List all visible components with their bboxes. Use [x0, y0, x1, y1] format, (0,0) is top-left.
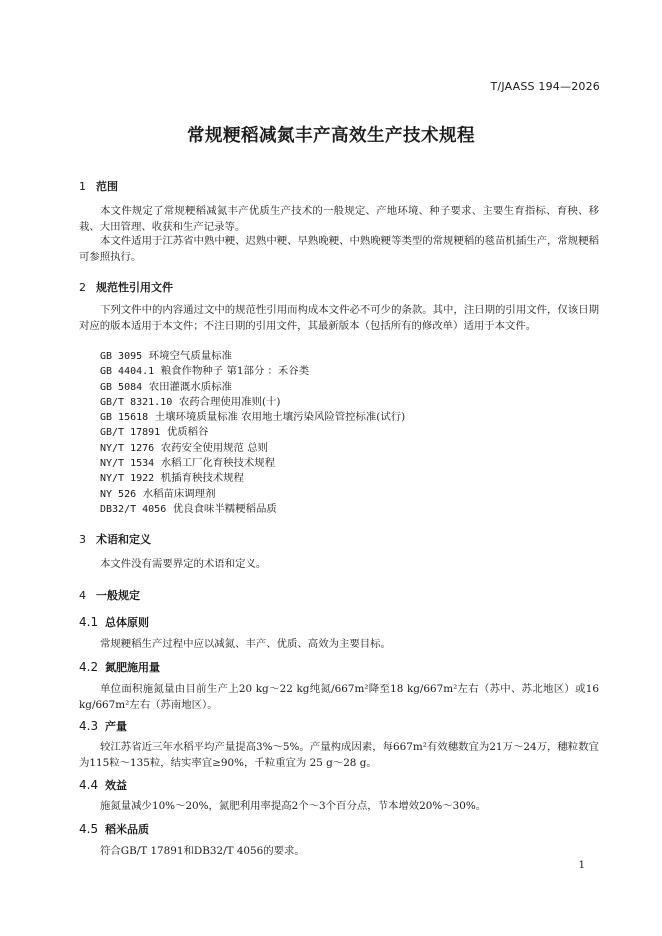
reference-name: 农药合理使用准则(十): [178, 395, 281, 408]
list-item: [100, 456, 405, 471]
section-1-paragraph-1: 本文件规定了常规粳稻减氮丰产优质生产技术的一般规定、产地环境、种子要求、主要生育指标、育秧、移栽、大田管理、收获和生产记录等。: [79, 205, 599, 233]
reference-code: GB 4404.1: [100, 366, 155, 378]
section-title: 术语和定义: [96, 533, 151, 546]
subsection-number: 4.2: [79, 660, 99, 674]
list-item: [100, 364, 405, 379]
reference-name: 农药安全使用规范 总则: [160, 441, 269, 454]
reference-name: 优良食味半糯粳稻品质: [172, 502, 277, 515]
reference-name: 机插育秧技术规程: [160, 472, 244, 485]
list-item: [100, 487, 405, 502]
reference-name: 粮食作物种子 第1部分 ：禾谷类: [160, 365, 310, 378]
section-1-paragraph-2: 本文件适用于江苏省中熟中粳、迟熟中粳、早熟晚粳、中熟晚粳等类型的常规粳稻的毯苗机插生产，常规粳稻可参照执行。: [79, 235, 599, 263]
list-item: [100, 349, 405, 364]
standard-number: T/JAASS 194—2026: [490, 80, 600, 93]
document-title: 常规粳稻减氮丰产高效生产技术规程: [187, 126, 475, 146]
subsection-4-5-paragraph: 符合GB/T 17891和DB32/T 4056的要求。: [100, 845, 305, 857]
section-number: 2: [79, 281, 86, 294]
subsection-4-5-heading: [79, 821, 149, 837]
reference-name: 水稻苗床调理剂: [142, 487, 216, 500]
subsection-4-3-paragraph: 较江苏省近三年水稻平均产量提高3%～5%。产量构成因素，每667m²有效穗数宜为21万～24万，穗粒数宜为115粒～135粒，结实率宜≥90%，千粒重宜为 25 g～28 g。: [79, 741, 599, 769]
section-number: 4: [79, 589, 86, 602]
subsection-title: 稻米品质: [105, 823, 149, 836]
page-number: 1: [578, 860, 585, 871]
reference-name: 水稻工厂化育秧技术规程: [160, 457, 276, 470]
section-title: 规范性引用文件: [96, 281, 173, 294]
subsection-4-1-paragraph: 常规粳稻生产过程中应以减氮、丰产、优质、高效为主要目标。: [100, 638, 391, 650]
section-2-heading: [79, 279, 173, 295]
list-item: [100, 395, 405, 410]
reference-code: NY/T 1922: [100, 473, 155, 485]
reference-code: GB 3095: [100, 351, 143, 362]
section-4-heading: [79, 587, 140, 603]
section-title: 一般规定: [96, 589, 140, 602]
subsection-4-3-heading: [79, 718, 127, 734]
list-item: [100, 502, 405, 517]
reference-code: GB/T 17891: [100, 427, 161, 439]
subsection-4-4-paragraph: 施氮量减少10%～20%，氮肥利用率提高2个～3个百分点，节本增效20%～30%。: [100, 800, 487, 812]
subsection-title: 氮肥施用量: [105, 661, 160, 674]
subsection-number: 4.3: [79, 719, 99, 733]
list-item: [100, 380, 405, 395]
section-number: 1: [79, 180, 86, 193]
section-2-paragraph-1: 下列文件中的内容通过文中的规范性引用而构成本文件必不可少的条款。其中，注日期的引用文件，仅该日期对应的版本适用于本文件；不注日期的引用文件，其最新版本（包括所有的修改单）适用于本文件。: [79, 304, 599, 332]
section-number: 3: [79, 533, 86, 546]
reference-code: GB 15618: [100, 412, 149, 424]
list-item: [100, 441, 405, 456]
section-3-paragraph-1: 本文件没有需要界定的术语和定义。: [100, 558, 267, 570]
reference-code: GB/T 8321.10: [100, 396, 173, 408]
reference-code: NY 526: [100, 488, 137, 500]
subsection-number: 4.4: [79, 778, 99, 792]
section-3-heading: [79, 531, 151, 547]
list-item: [100, 471, 405, 486]
reference-code: NY/T 1276: [100, 442, 155, 454]
subsection-number: 4.1: [79, 615, 99, 629]
subsection-title: 产量: [105, 720, 127, 733]
reference-list: [100, 349, 405, 517]
list-item: [100, 410, 405, 425]
section-title: 范围: [96, 180, 118, 193]
reference-name: 优质稻谷: [166, 426, 209, 439]
subsection-4-4-heading: [79, 777, 127, 793]
reference-name: 土壤环境质量标准 农用地土壤污染风险管控标准(试行): [154, 411, 406, 424]
subsection-4-1-heading: [79, 614, 149, 630]
section-1-heading: [79, 178, 118, 194]
reference-code: GB 5084: [100, 381, 143, 393]
subsection-title: 效益: [105, 779, 127, 792]
subsection-4-2-heading: [79, 659, 160, 675]
subsection-number: 4.5: [79, 822, 99, 836]
reference-name: 环境空气质量标准: [148, 350, 232, 362]
subsection-title: 总体原则: [105, 616, 149, 629]
reference-name: 农田灌溉水质标准: [148, 380, 232, 393]
reference-code: NY/T 1534: [100, 458, 155, 470]
list-item: [100, 425, 405, 440]
subsection-4-2-paragraph: 单位面积施氮量由目前生产上20 kg～22 kg纯氮/667m²降至18 kg/667m²左右（苏中、苏北地区）或16 kg/667m²左右（苏南地区）。: [79, 683, 599, 711]
reference-code: DB32/T 4056: [100, 503, 167, 515]
